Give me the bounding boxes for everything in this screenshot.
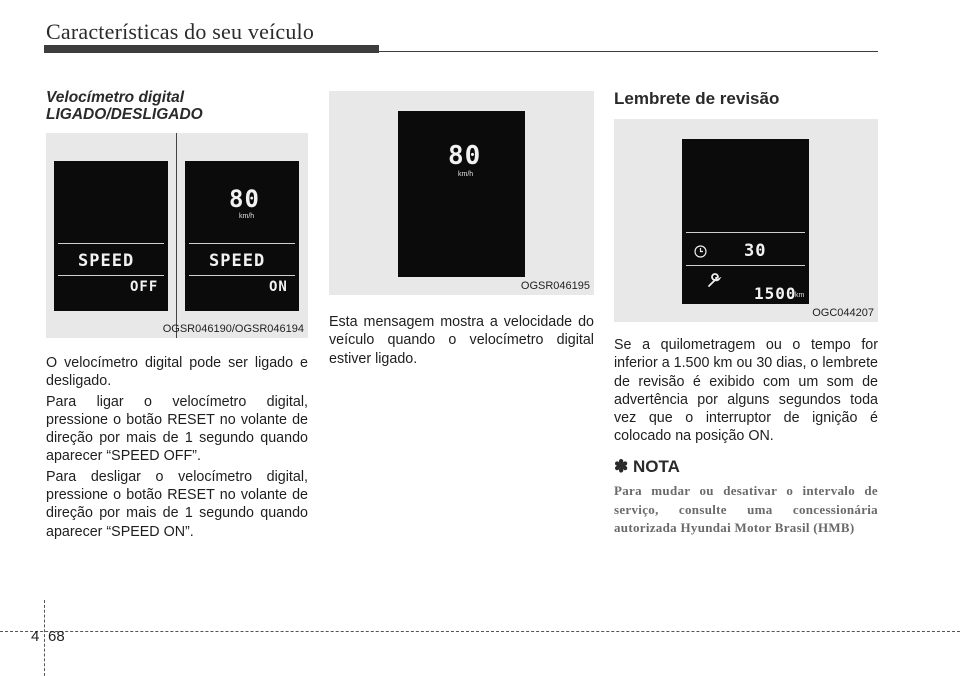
clock-icon <box>694 245 707 258</box>
figure-code: OGC044207 <box>812 307 874 319</box>
wrench-icon <box>706 273 722 289</box>
speed-on-off-figure <box>46 133 308 338</box>
speed-unit: km/h <box>239 213 255 220</box>
page-number: 68 <box>48 628 65 645</box>
figure-separator <box>176 133 177 338</box>
figure-code: OGSR046190/OGSR046194 <box>162 323 304 335</box>
days-value: 30 <box>744 241 767 261</box>
divider-line <box>189 243 295 244</box>
note-title: NOTA <box>632 457 680 476</box>
paragraph: Para desligar o velocímetro digital, pressione o botão RESET no volante de direção por mais de 1 segundo quando aparecer “SPEED ON”. <box>46 468 308 540</box>
figure-code: OGSR046195 <box>520 280 590 292</box>
speed-unit: km/h <box>458 171 474 178</box>
paragraph: Se a quilometragem ou o tempo for inferior a 1.500 km ou 30 dias, o lembrete de revisão é exibido com um som de advertência por alguns segundos toda vez que o interruptor de ignição é colocado na posição ON. <box>614 337 878 445</box>
speed-word: SPEED <box>209 251 266 271</box>
distance-value: 1500 <box>754 284 797 303</box>
speed-display-screen <box>398 111 525 277</box>
right-body-text <box>614 336 878 448</box>
footer-dashed-rule <box>0 631 960 632</box>
divider-line <box>189 275 295 276</box>
header-rule-thin <box>379 51 878 52</box>
header-rule-thick <box>44 45 379 53</box>
service-reminder-heading: Lembrete de revisão <box>614 89 780 108</box>
paragraph: Esta mensagem mostra a velocidade do veículo quando o velocímetro digital estiver ligado. <box>329 314 594 367</box>
paragraph: O velocímetro digital pode ser ligado e desligado. <box>46 355 308 390</box>
divider-line <box>58 243 164 244</box>
divider-line <box>686 232 805 233</box>
divider-line <box>58 275 164 276</box>
heading-line-1: Velocímetro digital <box>46 89 185 106</box>
footer-dashed-divider <box>44 600 45 676</box>
speed-value: 80 <box>448 141 482 171</box>
speed-value: 80 <box>229 185 260 213</box>
speed-word: SPEED <box>78 251 135 271</box>
note-text: Para mudar ou desativar o intervalo de serviço, consulte uma concessionária autorizada Hyundai Motor Brasil (HMB) <box>614 483 878 535</box>
speed-state-off: OFF <box>130 279 159 295</box>
chapter-number: 4 <box>31 628 40 645</box>
speed-display-figure <box>329 91 594 295</box>
distance-unit: km <box>795 292 805 299</box>
service-reminder-figure <box>614 119 878 322</box>
digital-speedometer-heading <box>46 89 316 123</box>
page-header-title: Características do seu veículo <box>46 19 315 44</box>
divider-line <box>686 265 805 266</box>
left-body-text <box>46 354 308 543</box>
note-symbol-icon: ✽ <box>614 457 629 476</box>
speed-state-on: ON <box>269 279 288 295</box>
heading-line-2: LIGADO/DESLIGADO <box>46 106 203 123</box>
service-reminder-screen <box>682 139 809 304</box>
speed-off-screen <box>54 161 168 311</box>
speed-on-screen <box>185 161 299 311</box>
middle-body-text <box>329 313 594 370</box>
note-heading <box>614 457 680 477</box>
paragraph: Para ligar o velocímetro digital, pressione o botão RESET no volante de direção por mais de 1 segundo quando aparecer “SPEED OFF”. <box>46 393 308 465</box>
